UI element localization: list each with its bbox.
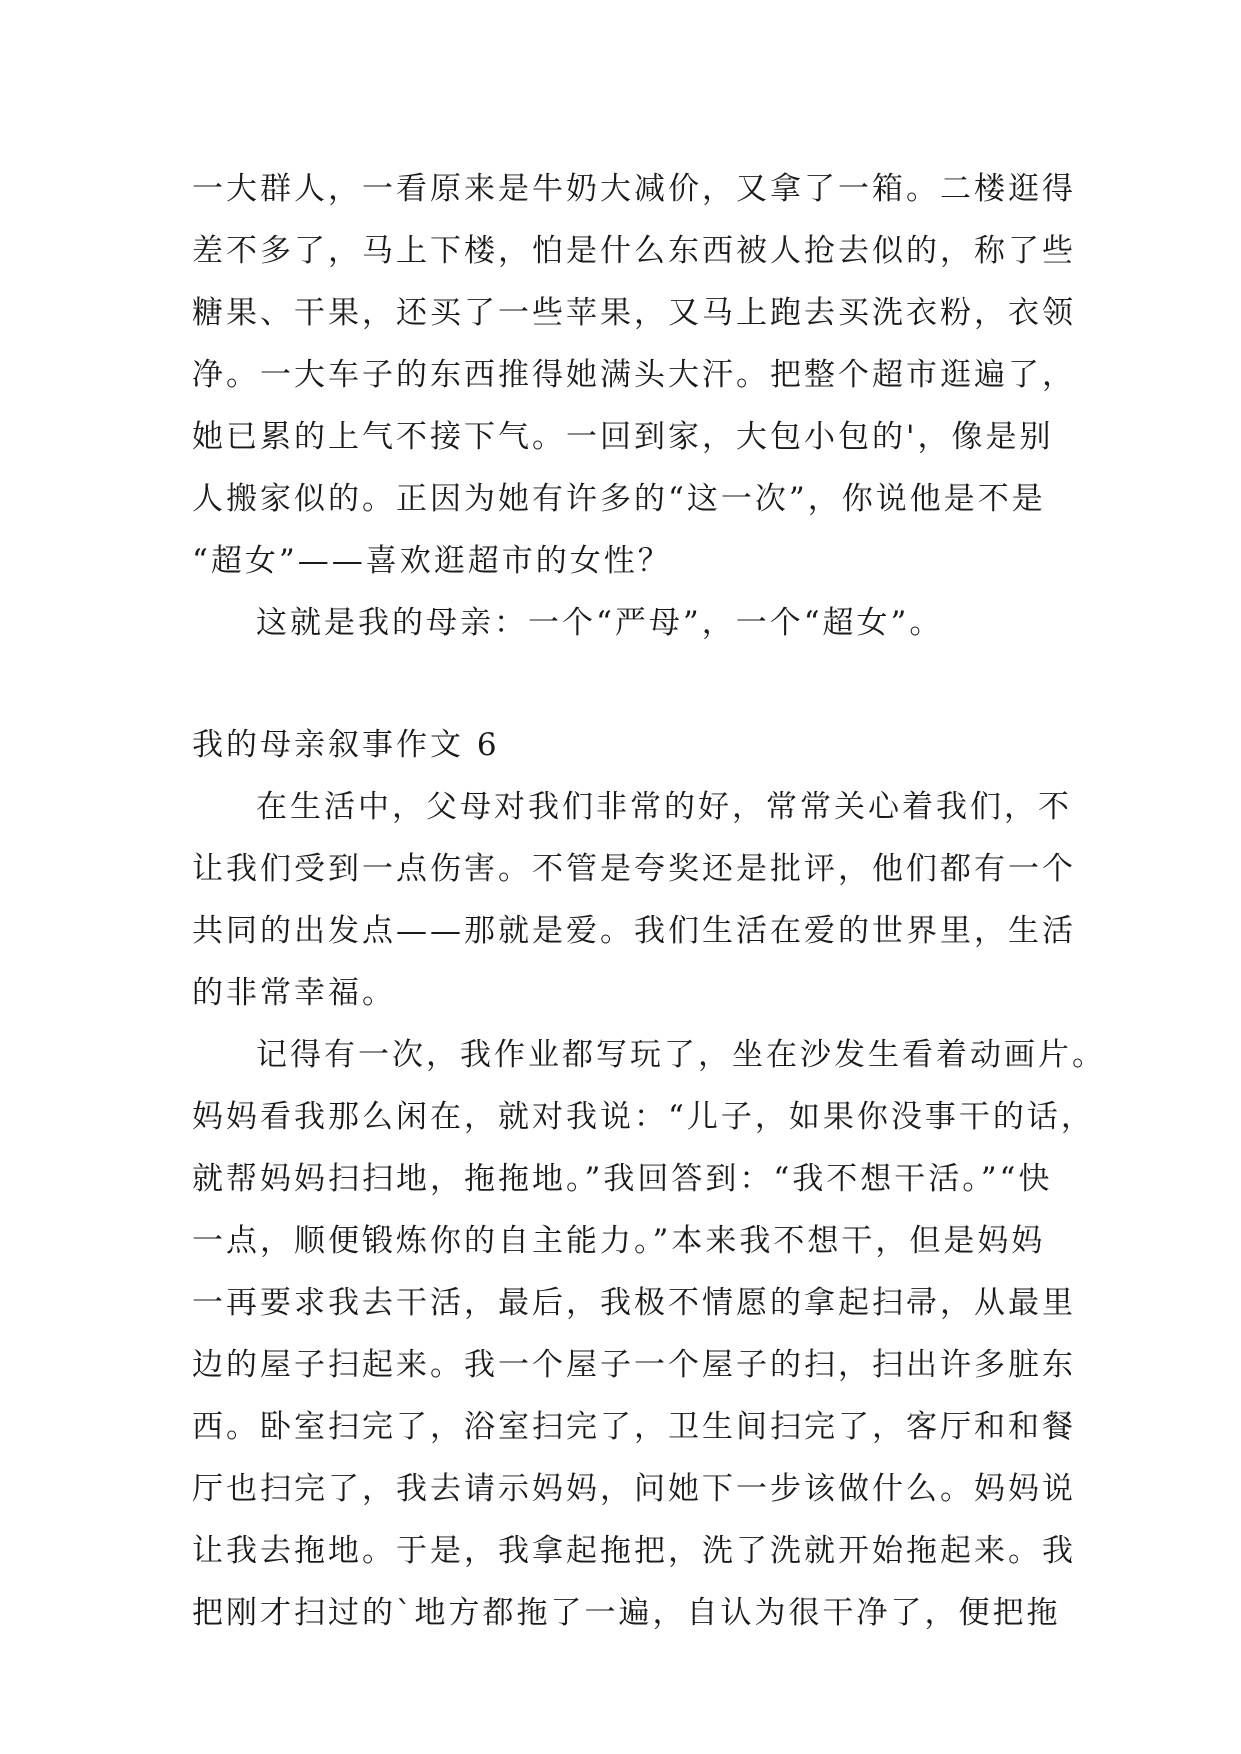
- paragraph-2: [192, 1024, 1106, 1644]
- text-line: 边的屋子扫起来。我一个屋子一个屋子的扫，扫出许多脏东: [192, 1347, 1076, 1383]
- text-line: 她已累的上气不接下气。一回到家，大包小包的'，像是别: [192, 419, 1054, 455]
- text-line: 一大群人，一看原来是牛奶大减价，又拿了一箱。二楼逛得: [192, 171, 1076, 207]
- text-line: 在生活中，父母对我们非常的好，常常关心着我们，不: [256, 789, 1072, 825]
- text-line: 让我去拖地。于是，我拿起拖把，洗了洗就开始拖起来。我: [192, 1533, 1076, 1569]
- text-line: 西。卧室扫完了，浴室扫完了，卫生间扫完了，客厅和和餐: [192, 1409, 1076, 1445]
- section-title: 我的母亲叙事作文 6: [192, 727, 500, 763]
- text-line: 就帮妈妈扫扫地，拖拖地。”我回答到：“我不想干活。”“快: [192, 1161, 1053, 1197]
- section-gap: [192, 654, 1060, 714]
- section-2: [192, 714, 1106, 1644]
- text-line: 净。一大车子的东西推得她满头大汗。把整个超市逛遍了，: [192, 357, 1076, 393]
- text-line: 让我们受到一点伤害。不管是夸奖还是批评，他们都有一个: [192, 851, 1076, 887]
- text-line: 把刚才扫过的`地方都拖了一遍，自认为很干净了，便把拖: [192, 1595, 1061, 1631]
- closing-line: 这就是我的母亲：一个“严母”，一个“超女”。: [256, 605, 944, 641]
- text-line: 糖果、干果，还买了一些苹果，又马上跑去买洗衣粉，衣领: [192, 295, 1076, 331]
- paragraph-1: [192, 776, 1076, 1024]
- text-line: 一再要求我去干活，最后，我极不情愿的拿起扫帚，从最里: [192, 1285, 1076, 1321]
- text-line: 厅也扫完了，我去请示妈妈，问她下一步该做什么。妈妈说: [192, 1471, 1076, 1507]
- text-line: 差不多了，马上下楼，怕是什么东西被人抢去似的，称了些: [192, 233, 1076, 269]
- text-line: 妈妈看我那么闲在，就对我说：“儿子，如果你没事干的话，: [192, 1099, 1095, 1135]
- text-line: 一点，顺便锻炼你的自主能力。”本来我不想干，但是妈妈: [192, 1223, 1046, 1259]
- section-1: [192, 158, 1076, 654]
- document-page: [192, 158, 1106, 1644]
- text-line: 记得有一次，我作业都写玩了，坐在沙发生看着动画片。: [256, 1037, 1106, 1073]
- text-line: “超女”——喜欢逛超市的女性？: [192, 543, 672, 579]
- text-line: 的非常幸福。: [192, 975, 396, 1011]
- text-line: 人搬家似的。正因为她有许多的“这一次”，你说他是不是: [192, 481, 1046, 517]
- text-line: 共同的出发点——那就是爱。我们生活在爱的世界里，生活: [192, 913, 1076, 949]
